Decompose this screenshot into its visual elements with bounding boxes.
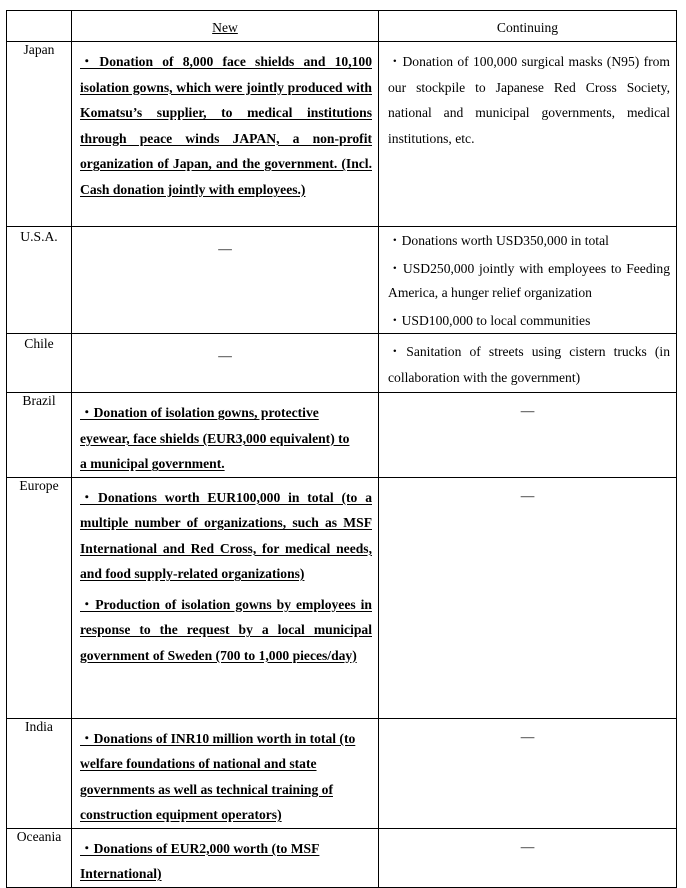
continuing-cell <box>379 227 677 334</box>
new-cell <box>72 334 379 393</box>
table-row-brazil <box>7 393 677 478</box>
donations-table <box>6 10 677 888</box>
region-cell: India <box>7 718 72 828</box>
empty-marker: — <box>218 241 232 256</box>
continuing-cell <box>379 334 677 393</box>
new-cell <box>72 718 379 828</box>
table-row-japan <box>7 42 677 227</box>
new-item: ・Production of isolation gowns by employees in response to the request by a local municipal government of Sweden (700 to 1,000 pieces/day) <box>80 596 372 663</box>
region-cell: Oceania <box>7 828 72 887</box>
table-row-chile <box>7 334 677 393</box>
region-cell: Japan <box>7 42 72 227</box>
region-cell: Brazil <box>7 393 72 478</box>
header-region <box>7 11 72 42</box>
new-item: ・Donation of 8,000 face shields and 10,100 isolation gowns, which were jointly produced with Komatsu’s supplier, to medical institutions through peace winds JAPAN, a non-profit organization of Japan, and the government. (Incl. Cash donation jointly with employees.) <box>80 54 372 197</box>
region-cell: Europe <box>7 477 72 718</box>
continuing-item: ・Sanitation of streets using cistern trucks (in collaboration with the government) <box>388 344 670 385</box>
continuing-cell <box>379 393 677 478</box>
continuing-cell <box>379 42 677 227</box>
empty-marker: — <box>218 348 232 363</box>
table-row-india <box>7 718 677 828</box>
continuing-cell <box>379 828 677 887</box>
empty-marker: — <box>520 728 535 744</box>
region-cell: U.S.A. <box>7 227 72 334</box>
new-item: ・Donations of EUR2,000 worth (to MSF International) <box>80 840 320 881</box>
continuing-cell <box>379 718 677 828</box>
new-cell <box>72 828 379 887</box>
new-cell <box>72 393 379 478</box>
new-item: ・Donations of INR10 million worth in total (to welfare foundations of national and state governments as well as technical training of construction equipment operators) <box>80 730 356 822</box>
header-new <box>72 11 379 42</box>
region-cell: Chile <box>7 334 72 393</box>
continuing-item: ・USD250,000 jointly with employees to Feeding America, a hunger relief organization <box>388 261 670 300</box>
new-item: ・Donations worth EUR100,000 in total (to a multiple number of organizations, such as MSF International and Red Cross, for medical needs, and food supply-related organizations) <box>80 489 372 581</box>
continuing-item: ・USD100,000 to local communities <box>388 313 591 328</box>
table-row-oceania <box>7 828 677 887</box>
continuing-item: ・Donations worth USD350,000 in total <box>388 233 609 248</box>
empty-marker: — <box>520 487 535 503</box>
continuing-item: ・Donation of 100,000 surgical masks (N95) from our stockpile to Japanese Red Cross Society, national and municipal governments, medical institutions, etc. <box>388 54 670 146</box>
table-row-usa <box>7 227 677 334</box>
empty-marker: — <box>520 403 535 418</box>
empty-marker: — <box>520 838 535 854</box>
table-row-europe <box>7 477 677 718</box>
header-continuing: Continuing <box>379 11 677 42</box>
new-cell <box>72 42 379 227</box>
table-header-row <box>7 11 677 42</box>
continuing-cell <box>379 477 677 718</box>
new-cell <box>72 477 379 718</box>
new-item: ・Donation of isolation gowns, protective eyewear, face shields (EUR3,000 equivalent) to a municipal government. <box>80 405 350 471</box>
header-new-label: New <box>212 19 238 35</box>
new-cell <box>72 227 379 334</box>
